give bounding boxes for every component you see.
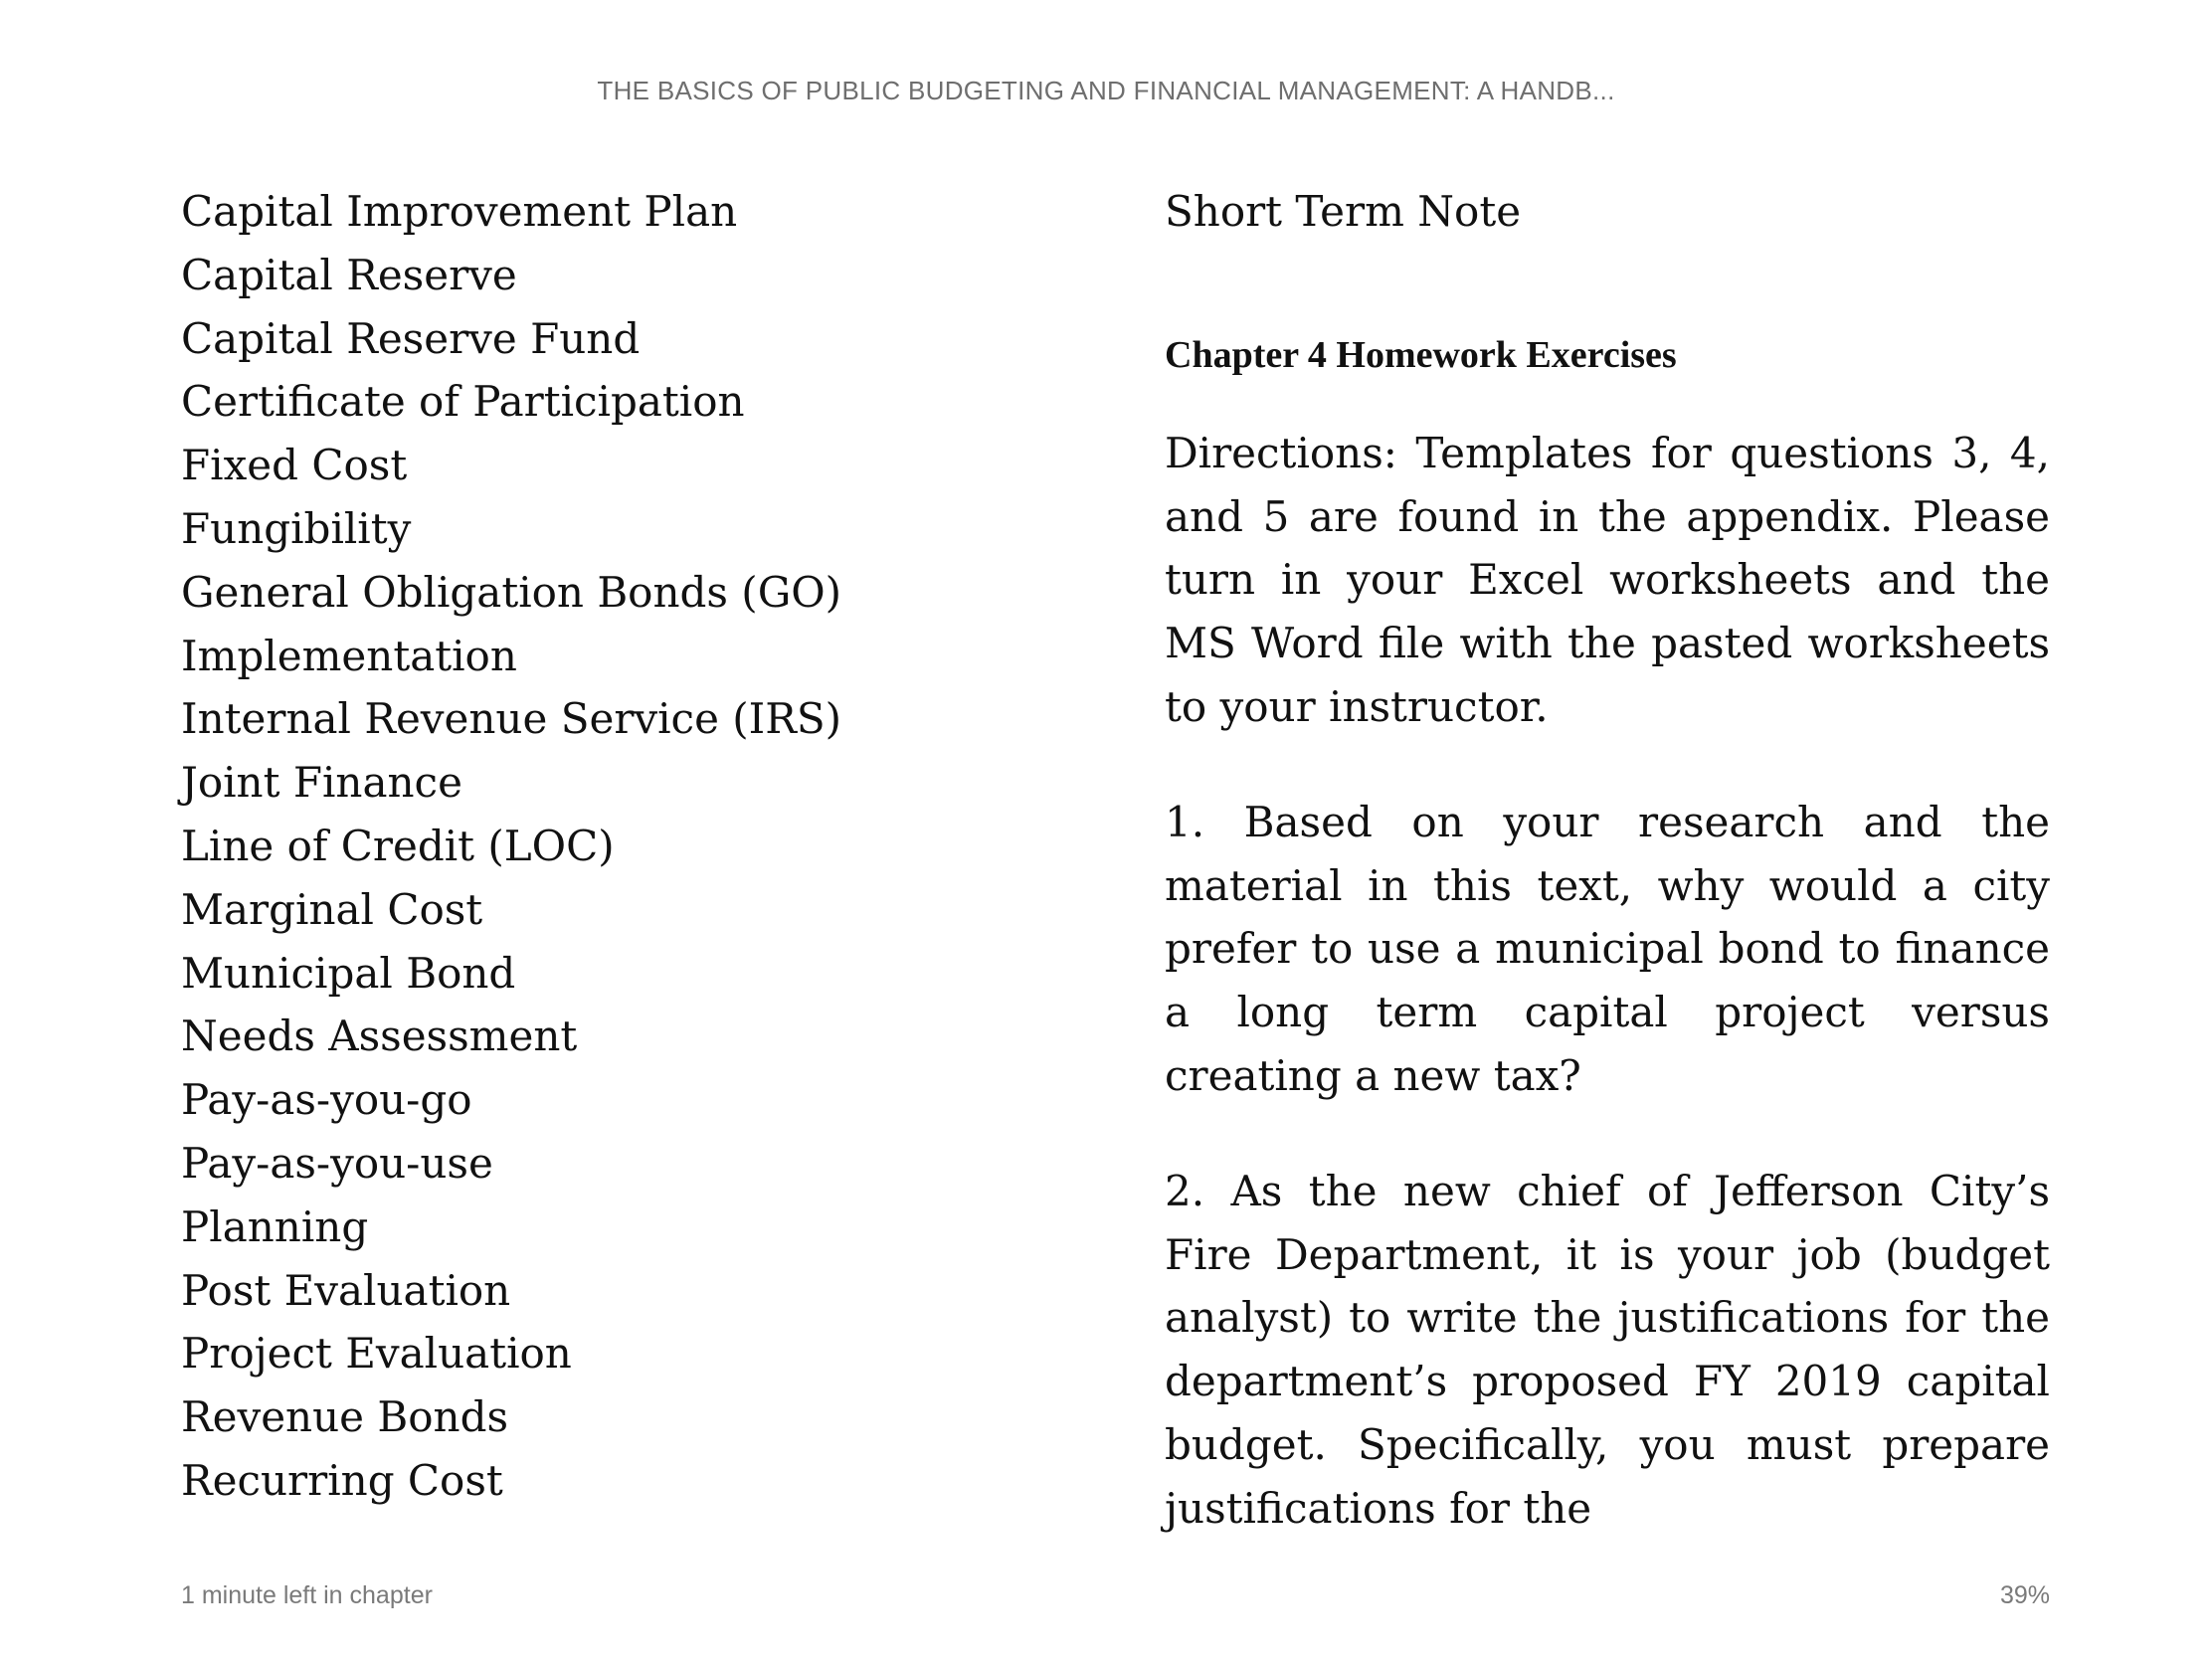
reading-progress: 39% <box>1999 1581 2050 1609</box>
term-item: Capital Reserve <box>181 250 517 299</box>
term-item: Revenue Bonds <box>181 1392 509 1442</box>
term-item: Pay-as-you-go <box>181 1075 472 1125</box>
term-item: Certificate of Participation <box>181 377 745 427</box>
term-item: Planning <box>181 1201 369 1251</box>
term-item: Marginal Cost <box>181 884 483 934</box>
term-item: Pay-as-you-use <box>181 1138 493 1188</box>
glossary-terms-list <box>181 180 1076 1513</box>
term-item: Project Evaluation <box>181 1329 572 1379</box>
term-item: Needs Assessment <box>181 1012 578 1061</box>
term-item: Short Term Note <box>1165 187 1522 236</box>
term-item: Capital Reserve Fund <box>181 313 641 363</box>
chapter-time-remaining: 1 minute left in chapter <box>181 1581 433 1609</box>
directions-paragraph: Directions: Templates for questions 3, 4, and 5 are found in the appendix. Please turn in your Excel worksheets and the MS Word file with the pasted worksheets to your instructor. <box>1165 428 2050 731</box>
term-item: Fungibility <box>181 503 412 553</box>
term-item: Internal Revenue Service (IRS) <box>181 694 842 744</box>
term-item: Post Evaluation <box>181 1265 511 1315</box>
term-item: Line of Credit (LOC) <box>181 821 615 870</box>
term-item: Recurring Cost <box>181 1455 503 1505</box>
right-page-column <box>1165 180 2050 1541</box>
question-1-paragraph: 1. Based on your research and the material in this text, why would a city prefer to use a municipal bond to finance a long term capital project versus creating a new tax? <box>1165 797 2050 1100</box>
term-item: General Obligation Bonds (GO) <box>181 567 842 617</box>
term-item: Fixed Cost <box>181 441 408 490</box>
term-item: Joint Finance <box>181 758 462 808</box>
term-item: Municipal Bond <box>181 948 516 998</box>
question-2-paragraph: 2. As the new chief of Jefferson City’s Fire Department, it is your job (budget analyst) to write the justifications for the department’s proposed FY 2019 capital budget. Specifically, you must prepare justifications for the <box>1165 1166 2050 1533</box>
term-item: Implementation <box>181 631 517 680</box>
chapter-heading: Chapter 4 Homework Exercises <box>1165 333 1677 376</box>
book-title-header: THE BASICS OF PUBLIC BUDGETING AND FINANCIAL MANAGEMENT: A HANDB... <box>597 76 1615 105</box>
term-item: Capital Improvement Plan <box>181 187 738 236</box>
